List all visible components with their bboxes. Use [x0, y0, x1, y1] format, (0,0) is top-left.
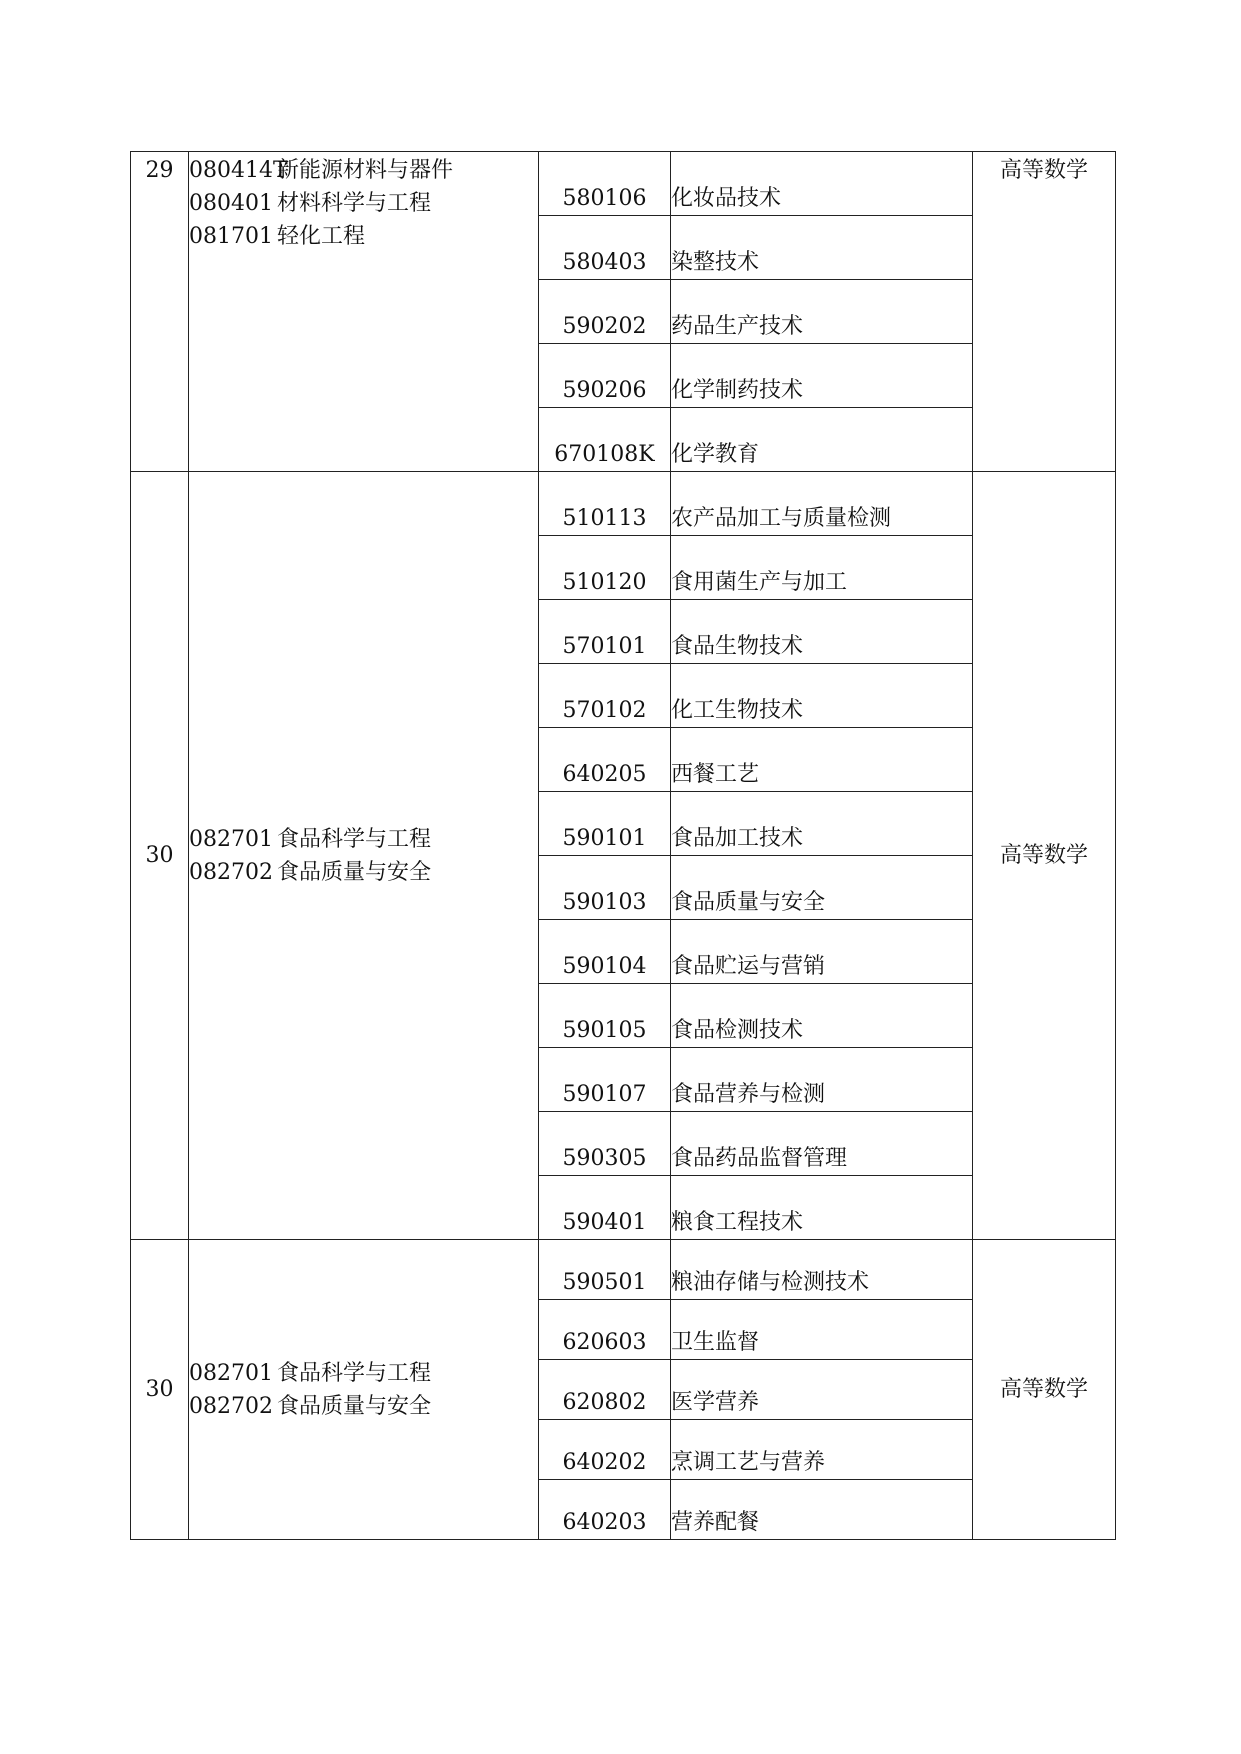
vocational-name: 食用菌生产与加工: [671, 536, 973, 600]
vocational-code: 590202: [539, 280, 671, 344]
vocational-name: 化学教育: [671, 408, 973, 472]
vocational-name: 西餐工艺: [671, 728, 973, 792]
vocational-code: 570101: [539, 600, 671, 664]
vocational-code: 590104: [539, 920, 671, 984]
undergrad-major: [189, 1357, 538, 1390]
vocational-name: 粮油存储与检测技术: [671, 1240, 973, 1300]
vocational-code: 640202: [539, 1420, 671, 1480]
vocational-name: 食品药品监督管理: [671, 1112, 973, 1176]
undergrad-major-code: 080401: [189, 191, 273, 216]
vocational-code: 590206: [539, 344, 671, 408]
undergrad-majors-cell: [189, 152, 539, 472]
undergrad-major-code: 082702: [189, 1393, 273, 1419]
table-row: [131, 1240, 1116, 1300]
undergrad-major: [189, 823, 538, 856]
undergrad-major: [189, 220, 538, 253]
vocational-code: 620802: [539, 1360, 671, 1420]
undergrad-major: [189, 154, 538, 187]
vocational-code: 510120: [539, 536, 671, 600]
table-row: [131, 472, 1116, 536]
undergrad-major-name: 食品科学与工程: [277, 1360, 432, 1386]
undergrad-majors-cell: [189, 1240, 539, 1540]
undergrad-major-name: 材料科学与工程: [277, 191, 432, 216]
group-number-cell: 29: [131, 152, 189, 472]
vocational-name: 食品加工技术: [671, 792, 973, 856]
vocational-name: 染整技术: [671, 216, 973, 280]
undergrad-major-name: 食品质量与安全: [277, 1393, 432, 1419]
undergrad-major-code: 082702: [189, 859, 273, 885]
undergrad-major-code: 081701: [189, 224, 273, 249]
vocational-code: 640203: [539, 1480, 671, 1540]
vocational-code: 590501: [539, 1240, 671, 1300]
vocational-code: 590401: [539, 1176, 671, 1240]
vocational-name: 药品生产技术: [671, 280, 973, 344]
exam-subject-cell: 高等数学: [973, 152, 1116, 472]
vocational-name: 食品生物技术: [671, 600, 973, 664]
vocational-name: 化妆品技术: [671, 152, 973, 216]
vocational-name: 食品营养与检测: [671, 1048, 973, 1112]
vocational-name: 食品检测技术: [671, 984, 973, 1048]
vocational-name: 化学制药技术: [671, 344, 973, 408]
undergrad-major-code: 082701: [189, 1360, 273, 1386]
vocational-code: 590305: [539, 1112, 671, 1176]
vocational-code: 670108K: [539, 408, 671, 472]
undergrad-major-code: 080414T: [189, 158, 288, 183]
vocational-name: 卫生监督: [671, 1300, 973, 1360]
vocational-code: 570102: [539, 664, 671, 728]
vocational-name: 食品贮运与营销: [671, 920, 973, 984]
exam-subject-cell: 高等数学: [973, 1240, 1116, 1540]
vocational-code: 590105: [539, 984, 671, 1048]
undergrad-major: [189, 856, 538, 889]
vocational-code: 590101: [539, 792, 671, 856]
vocational-name: 粮食工程技术: [671, 1176, 973, 1240]
vocational-code: 640205: [539, 728, 671, 792]
major-mapping-table: [130, 151, 1116, 1540]
vocational-code: 590103: [539, 856, 671, 920]
table-row: [131, 152, 1116, 216]
vocational-name: 烹调工艺与营养: [671, 1420, 973, 1480]
undergrad-majors-cell: [189, 472, 539, 1240]
vocational-name: 营养配餐: [671, 1480, 973, 1540]
undergrad-major-name: 轻化工程: [277, 224, 366, 249]
group-number-cell: 30: [131, 1240, 189, 1540]
vocational-code: 580403: [539, 216, 671, 280]
vocational-name: 化工生物技术: [671, 664, 973, 728]
exam-subject-cell: 高等数学: [973, 472, 1116, 1240]
undergrad-major-name: 食品质量与安全: [277, 859, 432, 885]
vocational-code: 620603: [539, 1300, 671, 1360]
undergrad-major: [189, 1390, 538, 1423]
undergrad-major-name: 新能源材料与器件: [277, 158, 454, 183]
vocational-name: 农产品加工与质量检测: [671, 472, 973, 536]
vocational-code: 580106: [539, 152, 671, 216]
vocational-code: 510113: [539, 472, 671, 536]
undergrad-major-name: 食品科学与工程: [277, 826, 432, 852]
vocational-name: 食品质量与安全: [671, 856, 973, 920]
undergrad-major: [189, 187, 538, 220]
vocational-code: 590107: [539, 1048, 671, 1112]
undergrad-major-code: 082701: [189, 826, 273, 852]
vocational-name: 医学营养: [671, 1360, 973, 1420]
group-number-cell: 30: [131, 472, 189, 1240]
